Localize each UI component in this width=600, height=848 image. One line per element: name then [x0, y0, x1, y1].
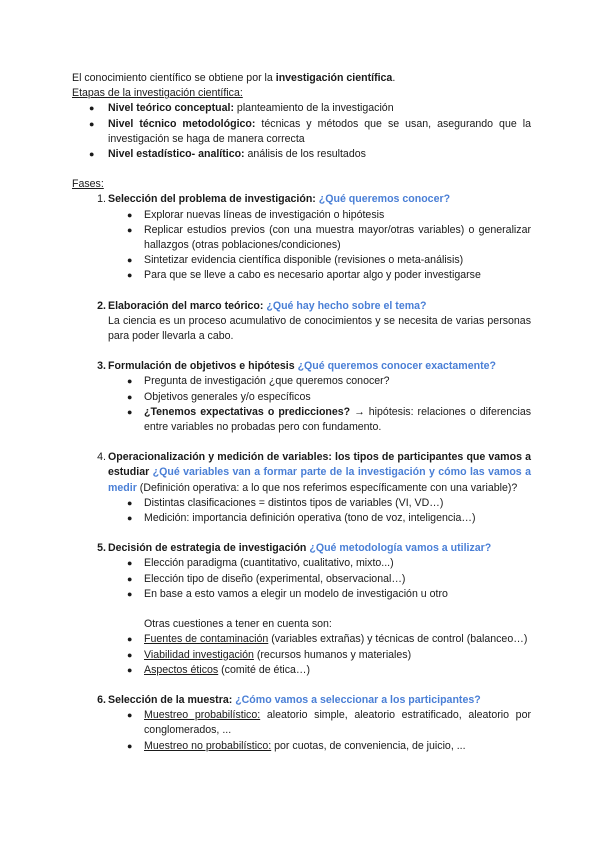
- etapa-item: ● Nivel teórico conceptual: planteamiento de la investigación: [72, 101, 531, 116]
- list-item: ● Distintas clasificaciones = distintos tipos de variables (VI, VD…): [72, 496, 531, 511]
- bullet-icon: ●: [127, 558, 133, 569]
- other-heading: Otras cuestiones a tener en cuenta son:: [144, 618, 332, 631]
- list-item: ● Muestreo probabilístico: aleatorio simple, aleatorio estratificado, aleatorio por conglomerados, ...: [127, 709, 531, 737]
- list-item: ● Objetivos generales y/o específicos: [72, 390, 531, 405]
- etapas-heading: Etapas de la investigación científica:: [72, 87, 243, 100]
- fase-number: 1.: [97, 193, 106, 206]
- intro-paragraph: [72, 71, 531, 86]
- fase-6: 6. Selección de la muestra: ¿Cómo vamos a seleccionar a los participantes?: [72, 693, 531, 708]
- fase-3: 3. Formulación de objetivos e hipótesis ¿Qué queremos conocer exactamente?: [72, 359, 531, 374]
- list-item: ● Elección paradigma (cuantitativo, cualitativo, mixto...): [72, 556, 531, 571]
- bullet-icon: ●: [127, 391, 133, 402]
- list-item: ● Para que se lleve a cabo es necesario aportar algo y poder investigarse: [72, 268, 531, 283]
- list-item: ● ¿Tenemos expectativas o predicciones? → hipótesis: relaciones o diferencias entre variables no probadas pero con fundamento.: [127, 405, 532, 434]
- bullet-icon: ●: [127, 588, 133, 599]
- list-item: ● Fuentes de contaminación (variables extrañas) y técnicas de control (balanceo…): [72, 632, 531, 647]
- fase-2: 2. Elaboración del marco teórico: ¿Qué hay hecho sobre el tema?: [72, 299, 531, 314]
- fase-question: ¿Qué variables van a formar parte de la investigación y cómo las vamos a medir: [108, 466, 531, 494]
- intro-text: El conocimiento científico se obtiene por la: [72, 72, 276, 84]
- fase-4: 4. Operacionalización y medición de variables: los tipos de participantes que vamos a estudiar ¿Qué variables van a formar parte de la investigación y cómo las vamos a medir (Definición operativa: a lo que nos referimos específicamente con una variable)?: [72, 450, 531, 496]
- fases-heading: Fases:: [72, 178, 104, 191]
- fase-question: ¿Qué metodología vamos a utilizar?: [309, 542, 492, 555]
- bullet-icon: ●: [127, 376, 133, 387]
- intro-end: .: [392, 72, 396, 84]
- fase-1: 1. Selección del problema de investigación: ¿Qué queremos conocer?: [72, 192, 531, 207]
- bullet-icon: ●: [127, 513, 133, 524]
- list-item: ● Replicar estudios previos (con una muestra mayor/otras variables) o generalizar hallazgos (otras poblaciones/condiciones): [127, 223, 531, 252]
- bullet-icon: ●: [127, 740, 133, 751]
- list-item: ● Medición: importancia definición operativa (tono de voz, inteligencia…): [72, 511, 531, 526]
- intro-bold: investigación científica: [275, 72, 393, 84]
- fase-question: ¿Qué queremos conocer exactamente?: [297, 360, 496, 373]
- list-item: ● Explorar nuevas líneas de investigación o hipótesis: [72, 208, 531, 223]
- bullet-icon: ●: [127, 255, 133, 266]
- list-item: ● Viabilidad investigación (recursos humanos y materiales): [72, 648, 531, 663]
- list-item: ● Elección tipo de diseño (experimental, observacional…): [72, 572, 531, 587]
- document-content: [72, 71, 531, 754]
- bullet-icon: ●: [127, 710, 133, 721]
- etapa-item: ● Nivel técnico metodológico: técnicas y métodos que se usan, asegurando que la investigación se haga de manera correcta: [89, 117, 531, 145]
- bullet-icon: ●: [127, 649, 133, 660]
- bullet-icon: ●: [89, 103, 95, 114]
- bullet-icon: ●: [127, 209, 133, 220]
- fase-number: 6.: [97, 693, 106, 706]
- list-item: ● Aspectos éticos (comité de ética…): [72, 663, 531, 678]
- fase-question: ¿Qué queremos conocer?: [318, 193, 451, 206]
- fase-question: ¿Cómo vamos a seleccionar a los participantes?: [235, 693, 481, 706]
- list-item: ● Pregunta de investigación ¿que queremos conocer?: [72, 374, 531, 389]
- bullet-icon: ●: [89, 149, 95, 160]
- bullet-icon: ●: [127, 497, 133, 508]
- list-item: ● En base a esto vamos a elegir un modelo de investigación u otro: [72, 587, 531, 602]
- fase-question: ¿Qué hay hecho sobre el tema?: [266, 299, 427, 312]
- fase-5: 5. Decisión de estrategia de investigación ¿Qué metodología vamos a utilizar?: [72, 541, 531, 556]
- fase-number: 2.: [97, 299, 106, 312]
- etapa-item: ● Nivel estadístico- analítico: análisis de los resultados: [72, 147, 531, 162]
- bullet-icon: ●: [127, 634, 133, 645]
- fase-note: (Definición operativa: a lo que nos referimos específicamente con una variable)?: [136, 481, 518, 494]
- list-item: ● Muestreo no probabilístico: por cuotas, de conveniencia, de juicio, ...: [72, 739, 531, 754]
- bullet-icon: ●: [89, 118, 95, 129]
- bullet-icon: ●: [127, 270, 133, 281]
- fase-number: 4.: [97, 451, 106, 464]
- bullet-icon: ●: [127, 224, 133, 235]
- fase-number: 5.: [97, 542, 106, 555]
- bullet-icon: ●: [127, 573, 133, 584]
- bullet-icon: ●: [127, 406, 133, 417]
- fase-2-paragraph: La ciencia es un proceso acumulativo de conocimientos y se necesita de varias personas para poder llevarla a cabo.: [108, 314, 531, 343]
- list-item: ● Sintetizar evidencia científica disponible (revisiones o meta-análisis): [72, 253, 531, 268]
- bullet-icon: ●: [127, 664, 133, 675]
- fase-number: 3.: [97, 360, 106, 373]
